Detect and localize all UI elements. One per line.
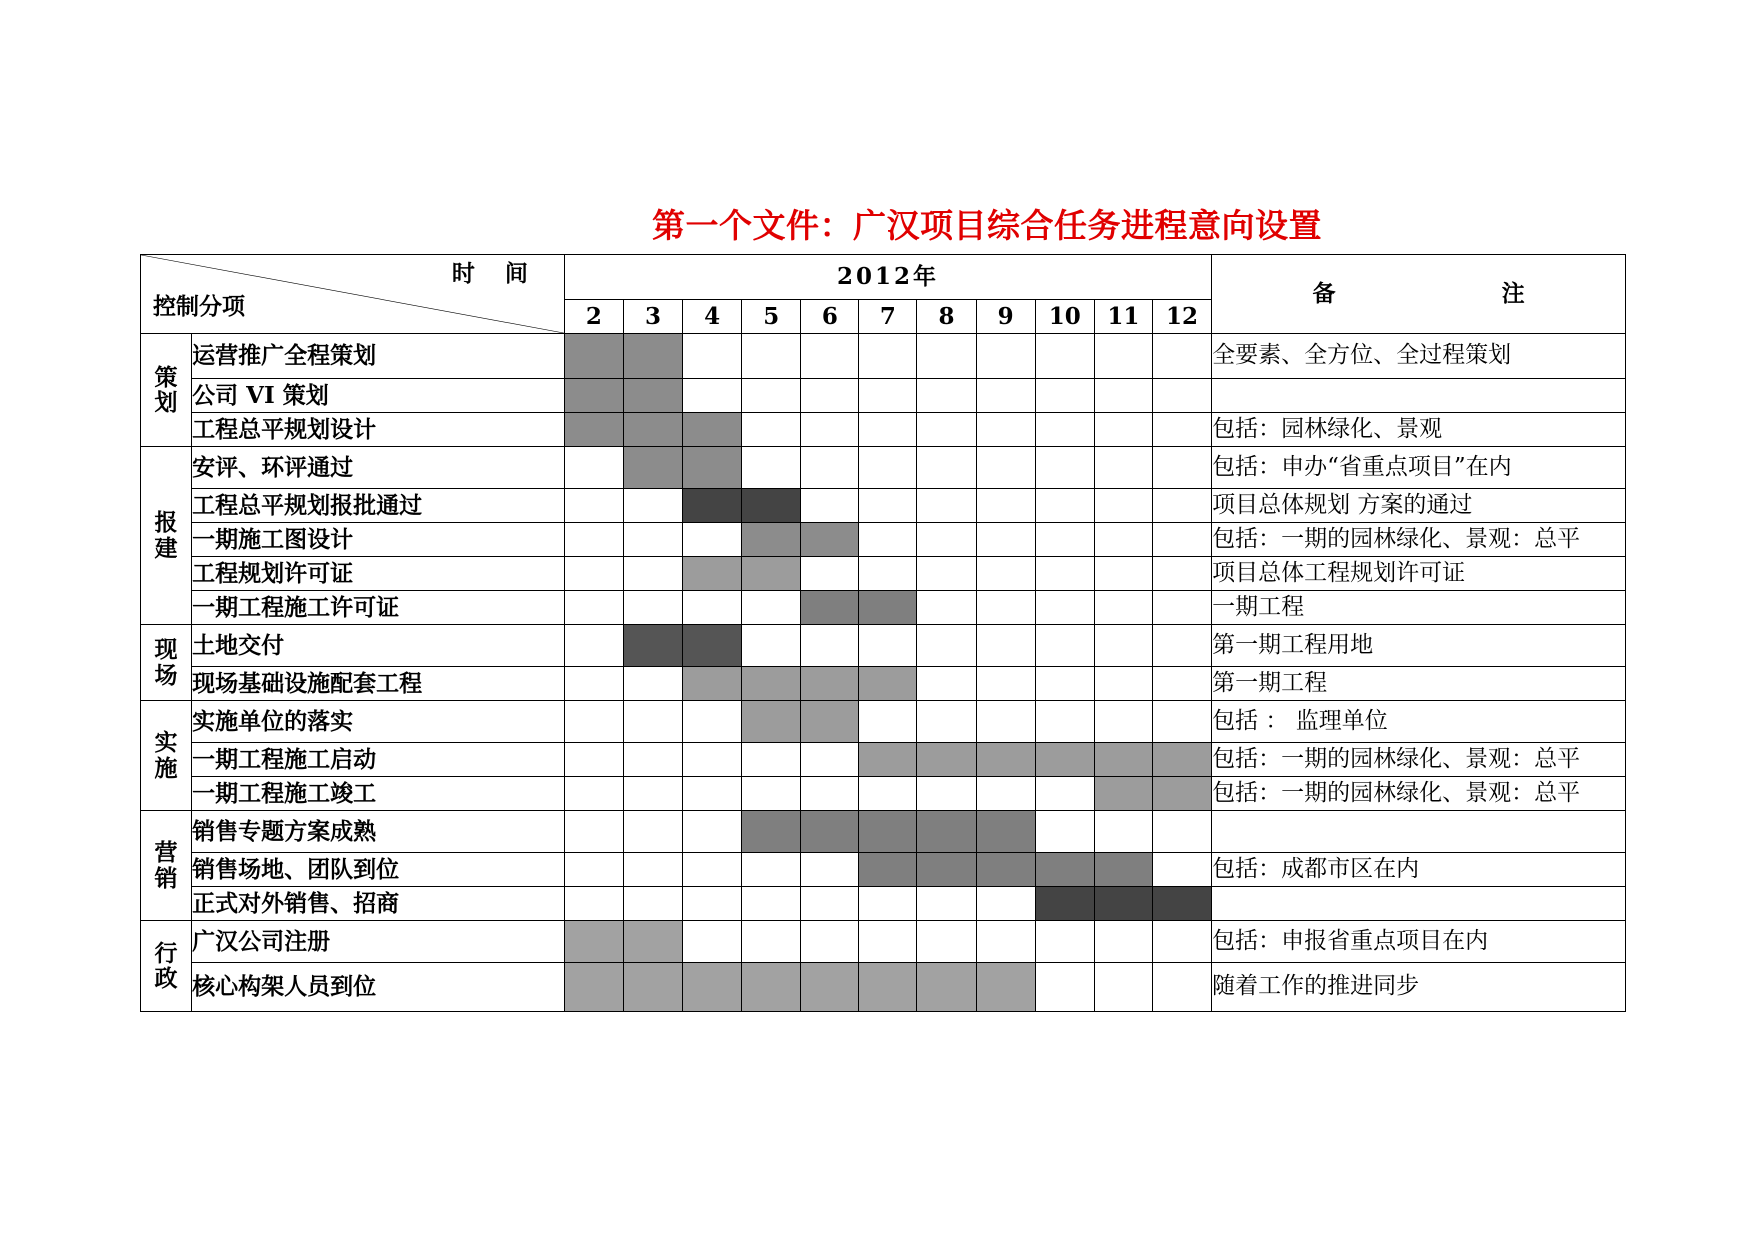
gantt-bar-cell [683,447,742,489]
gantt-bar-cell [859,963,917,1012]
gantt-bar-cell [742,489,801,523]
table-row [141,447,1626,489]
month-header-5: 5 [742,300,801,334]
gantt-empty-cell [1035,557,1094,591]
note-cell: 第一期工程 [1212,667,1626,701]
note-cell: 一期工程 [1212,591,1626,625]
gantt-empty-cell [1094,379,1152,413]
gantt-bar-cell [859,591,917,625]
gantt-bar-cell [801,701,859,743]
gantt-bar-cell [683,413,742,447]
gantt-empty-cell [564,887,623,921]
gantt-empty-cell [1035,489,1094,523]
gantt-empty-cell [1094,557,1152,591]
gantt-bar-cell [742,963,801,1012]
gantt-empty-cell [801,557,859,591]
gantt-bar-cell [683,625,742,667]
category-cell [141,334,192,447]
gantt-empty-cell [1094,523,1152,557]
gantt-empty-cell [1094,334,1152,379]
note-cell: 第一期工程用地 [1212,625,1626,667]
gantt-empty-cell [1152,853,1211,887]
table-row [141,523,1626,557]
gantt-empty-cell [742,334,801,379]
gantt-empty-cell [1094,625,1152,667]
gantt-empty-cell [1035,625,1094,667]
table-row [141,743,1626,777]
gantt-empty-cell [1094,921,1152,963]
gantt-bar-cell [1094,853,1152,887]
gantt-empty-cell [683,379,742,413]
gantt-empty-cell [1035,811,1094,853]
gantt-bar-cell [801,667,859,701]
gantt-bar-cell [801,811,859,853]
table-row [141,853,1626,887]
table-row [141,777,1626,811]
gantt-bar-cell [859,667,917,701]
gantt-empty-cell [623,667,682,701]
gantt-bar-cell [742,523,801,557]
gantt-empty-cell [801,777,859,811]
category-cell [141,447,192,625]
category-char: 行 [154,939,178,967]
gantt-empty-cell [859,921,917,963]
gantt-empty-cell [859,379,917,413]
task-name: 销售场地、团队到位 [192,853,565,887]
gantt-empty-cell [917,557,976,591]
gantt-empty-cell [742,887,801,921]
category-char: 建 [154,534,178,562]
gantt-empty-cell [917,701,976,743]
gantt-empty-cell [1152,811,1211,853]
gantt-empty-cell [623,853,682,887]
gantt-empty-cell [683,853,742,887]
gantt-empty-cell [801,489,859,523]
task-name: 一期工程施工启动 [192,743,565,777]
gantt-bar-cell [683,489,742,523]
gantt-bar-cell [742,811,801,853]
gantt-empty-cell [801,379,859,413]
gantt-empty-cell [564,447,623,489]
gantt-empty-cell [564,701,623,743]
gantt-bar-cell [1152,743,1211,777]
category-char: 销 [154,864,178,892]
gantt-empty-cell [859,523,917,557]
gantt-empty-cell [1152,625,1211,667]
gantt-empty-cell [859,625,917,667]
category-char: 划 [154,389,178,416]
gantt-empty-cell [1035,447,1094,489]
month-header-12: 12 [1152,300,1211,334]
gantt-bar-cell [976,963,1035,1012]
gantt-empty-cell [564,743,623,777]
gantt-empty-cell [683,523,742,557]
notes-header [1212,255,1626,334]
month-header-7: 7 [859,300,917,334]
gantt-empty-cell [1035,591,1094,625]
gantt-empty-cell [976,701,1035,743]
month-header-6: 6 [801,300,859,334]
gantt-bar-cell [859,743,917,777]
gantt-empty-cell [976,667,1035,701]
gantt-empty-cell [742,625,801,667]
gantt-bar-cell [801,523,859,557]
gantt-empty-cell [623,591,682,625]
header-control-label: 控制分项 [153,292,245,320]
table-row [141,921,1626,963]
gantt-bar-cell [564,921,623,963]
category-cell [141,811,192,921]
gantt-empty-cell [1035,963,1094,1012]
gantt-empty-cell [683,777,742,811]
gantt-empty-cell [623,887,682,921]
gantt-empty-cell [917,413,976,447]
gantt-empty-cell [564,853,623,887]
gantt-empty-cell [564,777,623,811]
table-row [141,334,1626,379]
gantt-empty-cell [801,447,859,489]
gantt-empty-cell [1152,489,1211,523]
month-header-11: 11 [1094,300,1152,334]
task-name: 一期工程施工竣工 [192,777,565,811]
gantt-bar-cell [623,625,682,667]
gantt-bar-cell [623,413,682,447]
gantt-empty-cell [801,625,859,667]
gantt-bar-cell [683,667,742,701]
gantt-bar-cell [564,334,623,379]
gantt-empty-cell [1152,921,1211,963]
task-name: 一期施工图设计 [192,523,565,557]
gantt-bar-cell [742,667,801,701]
table-row [141,591,1626,625]
gantt-empty-cell [1094,667,1152,701]
month-header-8: 8 [917,300,976,334]
table-row [141,379,1626,413]
gantt-bar-cell [1152,777,1211,811]
note-cell: 包括：一期的园林绿化、景观：总平 [1212,523,1626,557]
gantt-empty-cell [859,557,917,591]
note-cell: 包括：成都市区在内 [1212,853,1626,887]
gantt-empty-cell [801,743,859,777]
gantt-bar-cell [917,811,976,853]
gantt-empty-cell [742,777,801,811]
gantt-bar-cell [1094,887,1152,921]
note-cell [1212,887,1626,921]
category-char: 施 [154,754,178,782]
gantt-bar-cell [976,811,1035,853]
gantt-bar-cell [917,853,976,887]
gantt-empty-cell [742,591,801,625]
gantt-empty-cell [859,413,917,447]
task-name: 广汉公司注册 [192,921,565,963]
table-row [141,667,1626,701]
gantt-bar-cell [623,921,682,963]
note-cell: 包括：一期的园林绿化、景观：总平 [1212,743,1626,777]
gantt-empty-cell [564,557,623,591]
gantt-empty-cell [801,413,859,447]
category-char: 现 [154,636,178,664]
task-name: 正式对外销售、招商 [192,887,565,921]
gantt-empty-cell [1035,777,1094,811]
table-row [141,557,1626,591]
gantt-empty-cell [623,557,682,591]
gantt-empty-cell [976,591,1035,625]
gantt-empty-cell [683,921,742,963]
task-name: 运营推广全程策划 [192,334,565,379]
gantt-empty-cell [623,811,682,853]
gantt-empty-cell [976,921,1035,963]
gantt-empty-cell [623,743,682,777]
gantt-bar-cell [1094,777,1152,811]
gantt-bar-cell [623,334,682,379]
task-name: 核心构架人员到位 [192,963,565,1012]
schedule-table [140,254,1626,1012]
gantt-empty-cell [976,887,1035,921]
gantt-empty-cell [1035,413,1094,447]
note-cell: 随着工作的推进同步 [1212,963,1626,1012]
gantt-empty-cell [917,334,976,379]
gantt-empty-cell [859,887,917,921]
gantt-empty-cell [801,334,859,379]
task-name: 实施单位的落实 [192,701,565,743]
note-cell: 包括：申报省重点项目在内 [1212,921,1626,963]
gantt-empty-cell [976,489,1035,523]
gantt-empty-cell [917,489,976,523]
gantt-empty-cell [564,489,623,523]
gantt-empty-cell [683,334,742,379]
month-header-3: 3 [623,300,682,334]
gantt-empty-cell [1035,334,1094,379]
gantt-empty-cell [1094,447,1152,489]
table-row [141,963,1626,1012]
gantt-bar-cell [564,379,623,413]
note-cell [1212,379,1626,413]
gantt-empty-cell [564,811,623,853]
gantt-bar-cell [564,413,623,447]
gantt-empty-cell [1035,667,1094,701]
gantt-bar-cell [859,811,917,853]
month-header-4: 4 [683,300,742,334]
gantt-empty-cell [1094,963,1152,1012]
gantt-empty-cell [742,379,801,413]
task-name: 工程总平规划设计 [192,413,565,447]
note-cell: 包括：一期的园林绿化、景观：总平 [1212,777,1626,811]
category-char: 营 [154,839,178,867]
gantt-empty-cell [564,625,623,667]
gantt-bar-cell [859,853,917,887]
gantt-empty-cell [1094,413,1152,447]
task-name: 工程规划许可证 [192,557,565,591]
task-name: 安评、环评通过 [192,447,565,489]
gantt-empty-cell [1152,523,1211,557]
notes-header-right: 注 [1501,280,1525,308]
task-name: 现场基础设施配套工程 [192,667,565,701]
gantt-empty-cell [1094,591,1152,625]
table-row [141,701,1626,743]
gantt-bar-cell [742,557,801,591]
gantt-empty-cell [1094,701,1152,743]
gantt-bar-cell [683,963,742,1012]
gantt-bar-cell [623,963,682,1012]
gantt-empty-cell [742,447,801,489]
gantt-empty-cell [742,853,801,887]
gantt-empty-cell [917,921,976,963]
gantt-empty-cell [976,334,1035,379]
gantt-bar-cell [1035,887,1094,921]
category-cell [141,701,192,811]
gantt-bar-cell [1152,887,1211,921]
category-cell [141,921,192,1012]
gantt-bar-cell [564,963,623,1012]
gantt-empty-cell [859,447,917,489]
task-name: 土地交付 [192,625,565,667]
table-row [141,625,1626,667]
gantt-bar-cell [801,963,859,1012]
task-name: 公司 VI 策划 [192,379,565,413]
gantt-empty-cell [1152,701,1211,743]
gantt-bar-cell [1094,743,1152,777]
gantt-empty-cell [1152,379,1211,413]
gantt-empty-cell [683,591,742,625]
header-time-label: 时 间 [451,260,528,287]
gantt-empty-cell [1152,334,1211,379]
gantt-empty-cell [1152,413,1211,447]
gantt-empty-cell [859,777,917,811]
gantt-empty-cell [917,447,976,489]
gantt-empty-cell [976,413,1035,447]
gantt-empty-cell [683,811,742,853]
gantt-empty-cell [564,523,623,557]
gantt-empty-cell [917,887,976,921]
gantt-empty-cell [976,523,1035,557]
gantt-empty-cell [1094,489,1152,523]
gantt-empty-cell [976,447,1035,489]
gantt-empty-cell [1094,811,1152,853]
gantt-empty-cell [801,887,859,921]
gantt-empty-cell [1035,523,1094,557]
gantt-empty-cell [1152,667,1211,701]
gantt-empty-cell [683,701,742,743]
gantt-empty-cell [623,523,682,557]
task-name: 一期工程施工许可证 [192,591,565,625]
gantt-empty-cell [623,701,682,743]
gantt-empty-cell [1035,921,1094,963]
gantt-empty-cell [623,777,682,811]
gantt-bar-cell [917,743,976,777]
table-row [141,887,1626,921]
gantt-empty-cell [1152,591,1211,625]
gantt-empty-cell [1152,447,1211,489]
gantt-empty-cell [564,667,623,701]
gantt-empty-cell [742,743,801,777]
gantt-empty-cell [859,701,917,743]
category-char: 策 [154,363,178,391]
gantt-empty-cell [564,591,623,625]
gantt-empty-cell [917,667,976,701]
gantt-empty-cell [917,591,976,625]
gantt-empty-cell [917,625,976,667]
note-cell: 包括：园林绿化、景观 [1212,413,1626,447]
note-cell [1212,811,1626,853]
table-row [141,413,1626,447]
gantt-empty-cell [801,921,859,963]
header-diagonal-cell [141,255,565,334]
gantt-empty-cell [917,523,976,557]
category-cell [141,625,192,701]
page-title: 第一个文件：广汉项目综合任务进程意向设置 [652,206,1322,245]
gantt-empty-cell [859,334,917,379]
month-header-2: 2 [564,300,623,334]
gantt-empty-cell [1152,963,1211,1012]
gantt-empty-cell [683,743,742,777]
month-header-9: 9 [976,300,1035,334]
note-cell: 项目总体规划 方案的通过 [1212,489,1626,523]
gantt-empty-cell [976,557,1035,591]
gantt-bar-cell [801,591,859,625]
note-cell: 包括 ： 监理单位 [1212,701,1626,743]
gantt-bar-cell [917,963,976,1012]
category-char: 报 [154,509,178,537]
table-row [141,811,1626,853]
gantt-empty-cell [976,777,1035,811]
table-row [141,489,1626,523]
notes-header-left: 备 [1312,280,1336,308]
gantt-empty-cell [1035,379,1094,413]
gantt-empty-cell [917,379,976,413]
category-char: 实 [154,729,178,757]
category-char: 场 [154,661,178,689]
gantt-empty-cell [859,489,917,523]
gantt-bar-cell [976,743,1035,777]
category-char: 政 [154,965,178,992]
gantt-bar-cell [742,701,801,743]
gantt-empty-cell [976,625,1035,667]
gantt-empty-cell [683,887,742,921]
gantt-empty-cell [801,853,859,887]
gantt-empty-cell [742,921,801,963]
gantt-bar-cell [976,853,1035,887]
gantt-bar-cell [1035,743,1094,777]
task-name: 销售专题方案成熟 [192,811,565,853]
gantt-bar-cell [1035,853,1094,887]
note-cell: 全要素、全方位、全过程策划 [1212,334,1626,379]
note-cell: 包括：申办“省重点项目”在内 [1212,447,1626,489]
month-header-10: 10 [1035,300,1094,334]
gantt-empty-cell [917,777,976,811]
gantt-bar-cell [623,447,682,489]
gantt-empty-cell [976,379,1035,413]
task-name: 工程总平规划报批通过 [192,489,565,523]
gantt-empty-cell [1035,701,1094,743]
gantt-empty-cell [623,489,682,523]
gantt-empty-cell [742,413,801,447]
note-cell: 项目总体工程规划许可证 [1212,557,1626,591]
gantt-empty-cell [1152,557,1211,591]
gantt-bar-cell [683,557,742,591]
gantt-bar-cell [623,379,682,413]
year-header: 2012年 [564,255,1211,300]
